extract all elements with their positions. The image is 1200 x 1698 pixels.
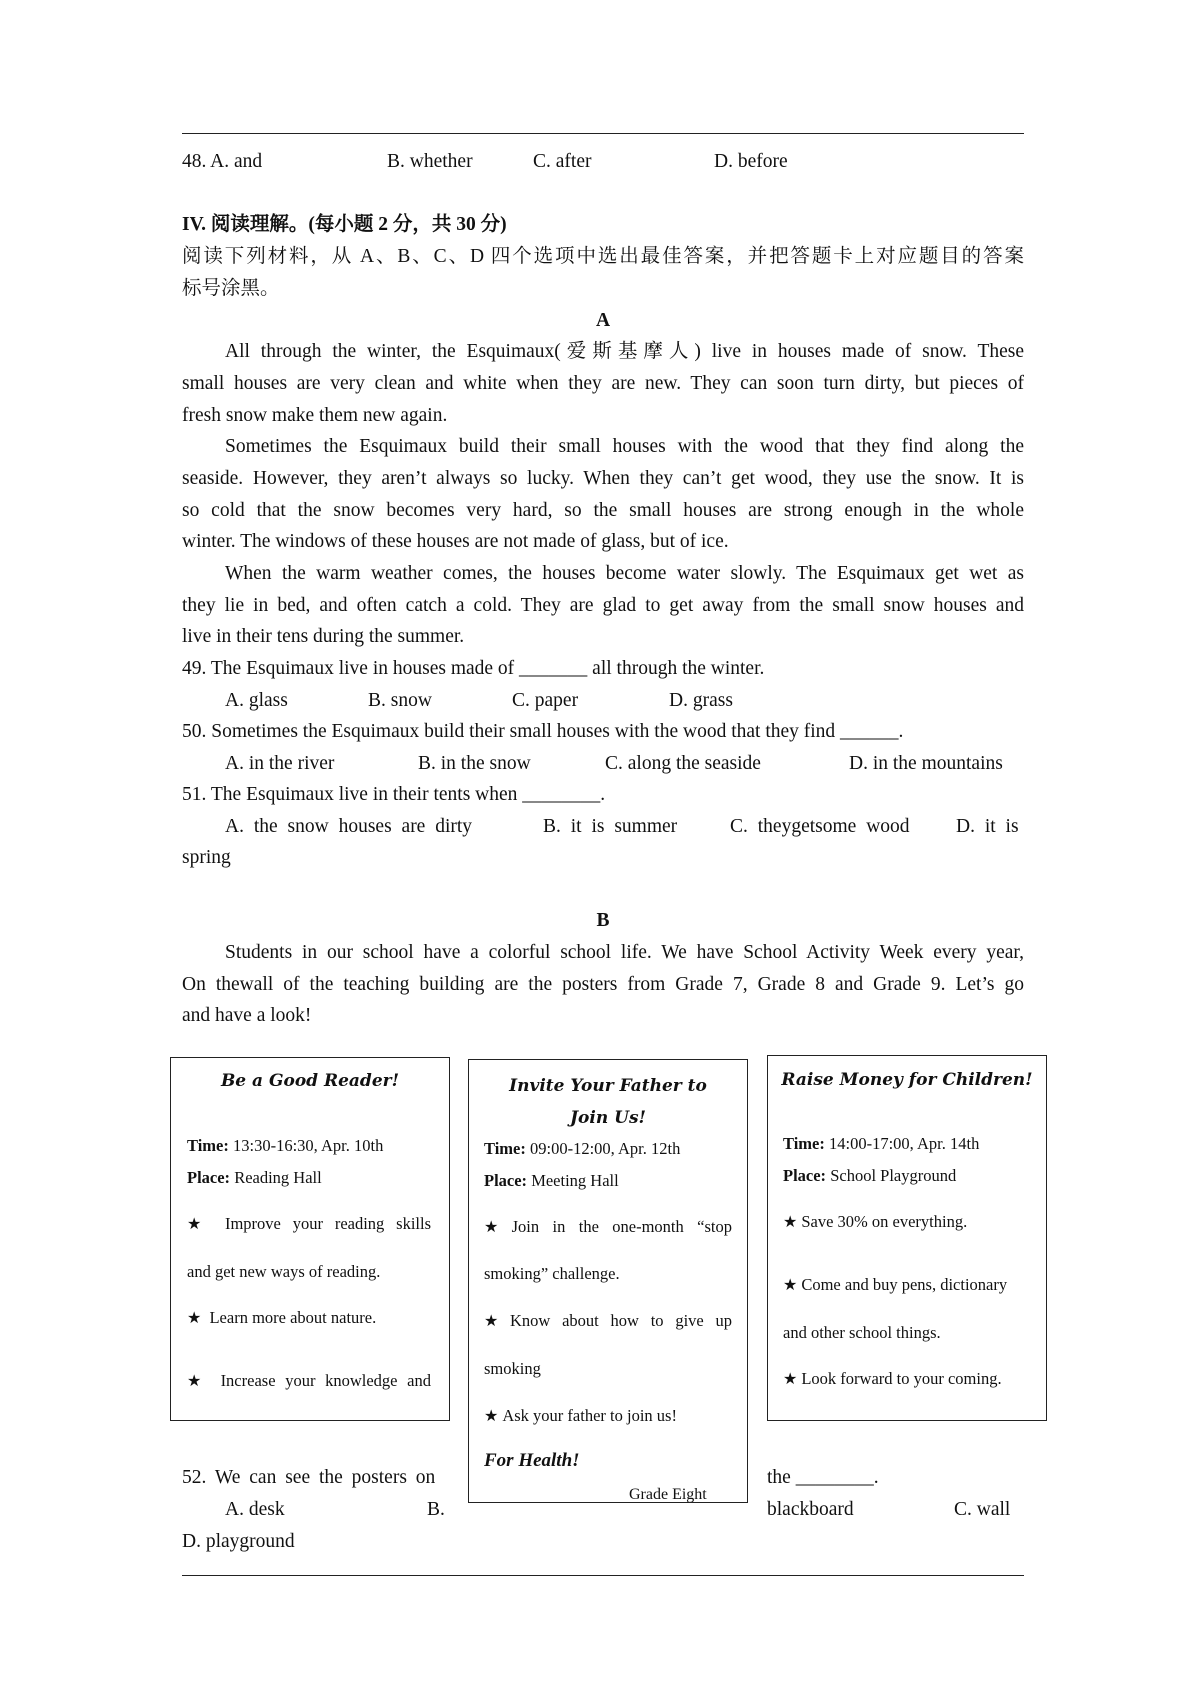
passage-b-line: and have a look! <box>182 1005 312 1026</box>
star-icon: ★ <box>484 1219 508 1236</box>
q51-option-a: A. the snow houses are dirty <box>225 816 473 837</box>
poster-title: Invite Your Father to <box>509 1076 707 1096</box>
bottom-rule <box>182 1575 1024 1576</box>
poster-footer: Grade Eight <box>629 1486 707 1503</box>
q51-option-d: D. it is <box>956 816 1019 837</box>
poster-time: Time: 13:30-16:30, Apr. 10th <box>187 1136 384 1155</box>
q51-stem: 51. The Esquimaux live in their tents when ________. <box>182 784 606 805</box>
section-heading: IV. 阅读理解。(每小题 2 分，共 30 分) <box>182 214 507 235</box>
q48-option-d: D. before <box>714 151 788 172</box>
q50-option-b: B. in the snow <box>418 753 531 774</box>
q49-stem: 49. The Esquimaux live in houses made of _______ all through the winter. <box>182 658 765 679</box>
passage-a-label: A <box>595 310 611 331</box>
q49-option-d: D. grass <box>669 690 733 711</box>
poster-item: ★ Come and buy pens, dictionary <box>783 1275 1008 1294</box>
q48-option-b: B. whether <box>387 151 473 172</box>
poster-item: ★ Look forward to your coming. <box>783 1369 1002 1388</box>
q50-option-c: C. along the seaside <box>605 753 761 774</box>
passage-a-line: fresh snow make them new again. <box>182 405 448 426</box>
poster-item: ★ Save 30% on everything. <box>783 1212 968 1231</box>
poster-item: ★ Ask your father to join us! <box>484 1406 677 1425</box>
top-rule <box>182 133 1024 134</box>
passage-a-line: When the warm weather comes, the houses become water slowly. The Esquimaux get wet as <box>225 563 1024 584</box>
q49-option-a: A. glass <box>225 690 288 711</box>
passage-a-line: small houses are very clean and white when they are new. They can soon turn dirty, but pieces of <box>182 373 1024 394</box>
star-icon: ★ <box>783 1214 798 1231</box>
poster-place: Place: Meeting Hall <box>484 1171 619 1190</box>
q49-option-b: B. snow <box>368 690 432 711</box>
poster-invite-father <box>468 1059 748 1503</box>
passage-b-label: B <box>596 910 610 931</box>
poster-title: Be a Good Reader! <box>220 1071 400 1091</box>
poster-item: smoking <box>484 1359 541 1378</box>
star-icon: ★ <box>187 1310 202 1327</box>
star-icon: ★ <box>484 1313 506 1330</box>
section-instruction-1: 阅读下列材料，从 A、B、C、D 四个选项中选出最佳答案，并把答题卡上对应题目的答案 <box>182 246 1024 267</box>
passage-a-line: so cold that the snow becomes very hard, so the small houses are strong enough in the whole <box>182 500 1024 521</box>
passage-a-line: winter. The windows of these houses are not made of glass, but of ice. <box>182 531 729 552</box>
poster-place: Place: Reading Hall <box>187 1168 322 1187</box>
q52-option-c: C. wall <box>954 1499 1011 1520</box>
passage-a-line: All through the winter, the Esquimaux(爱斯基摩人) live in houses made of snow. These <box>225 341 1024 362</box>
q52-stem-right: the ________. <box>767 1467 879 1488</box>
poster-title: Join Us! <box>570 1108 646 1128</box>
poster-good-reader <box>170 1057 450 1421</box>
star-icon: ★ <box>783 1371 798 1388</box>
poster-title: Raise Money for Children! <box>781 1070 1033 1090</box>
q52-option-a: A. desk <box>225 1499 285 1520</box>
poster-item: ★ Know about how to give up <box>484 1311 733 1330</box>
q50-stem: 50. Sometimes the Esquimaux build their small houses with the wood that they find ______. <box>182 721 904 742</box>
q48-option-c: C. after <box>533 151 592 172</box>
star-icon: ★ <box>484 1408 499 1425</box>
q52-option-b-text: blackboard <box>767 1499 854 1520</box>
star-icon: ★ <box>187 1216 210 1233</box>
poster-item: smoking” challenge. <box>484 1264 620 1283</box>
passage-b-line: On thewall of the teaching building are the posters from Grade 7, Grade 8 and Grade 9. Let’s go <box>182 974 1024 995</box>
q52-option-d: D. playground <box>182 1531 295 1552</box>
poster-time: Time: 09:00-12:00, Apr. 12th <box>484 1139 681 1158</box>
q51-option-c: C. theygetsome wood <box>730 816 910 837</box>
q49-option-c: C. paper <box>512 690 579 711</box>
poster-item: ★ Increase your knowledge and <box>187 1371 431 1390</box>
poster-item: ★ Learn more about nature. <box>187 1308 377 1327</box>
q48-option-a: 48. A. and <box>182 151 263 172</box>
q51-wrap: spring <box>182 847 231 868</box>
passage-a-line: seaside. However, they aren’t always so lucky. When they can’t get wood, they use the snow. It is <box>182 468 1024 489</box>
q52-option-b: B. <box>427 1499 445 1520</box>
poster-place: Place: School Playground <box>783 1166 957 1185</box>
poster-raise-money <box>767 1055 1047 1421</box>
passage-a-line: they lie in bed, and often catch a cold. They are glad to get away from the small snow houses and <box>182 595 1024 616</box>
q50-option-d: D. in the mountains <box>849 753 1003 774</box>
passage-b-line: Students in our school have a colorful school life. We have School Activity Week every year, <box>225 942 1024 963</box>
poster-slogan: For Health! <box>484 1450 580 1471</box>
poster-item: and other school things. <box>783 1323 941 1342</box>
q52-stem-left: 52. We can see the posters on <box>182 1467 436 1488</box>
star-icon: ★ <box>783 1277 798 1294</box>
poster-item: ★ Join in the one-month “stop <box>484 1217 732 1236</box>
passage-a-line: live in their tens during the summer. <box>182 626 465 647</box>
poster-item: ★ Improve your reading skills <box>187 1214 432 1233</box>
section-instruction-2: 标号涂黑。 <box>182 278 280 299</box>
passage-a-line: Sometimes the Esquimaux build their small houses with the wood that they find along the <box>225 436 1024 457</box>
poster-time: Time: 14:00-17:00, Apr. 14th <box>783 1134 980 1153</box>
q51-option-b: B. it is summer <box>543 816 678 837</box>
poster-item: and get new ways of reading. <box>187 1262 381 1281</box>
star-icon: ★ <box>187 1373 207 1390</box>
q50-option-a: A. in the river <box>225 753 335 774</box>
